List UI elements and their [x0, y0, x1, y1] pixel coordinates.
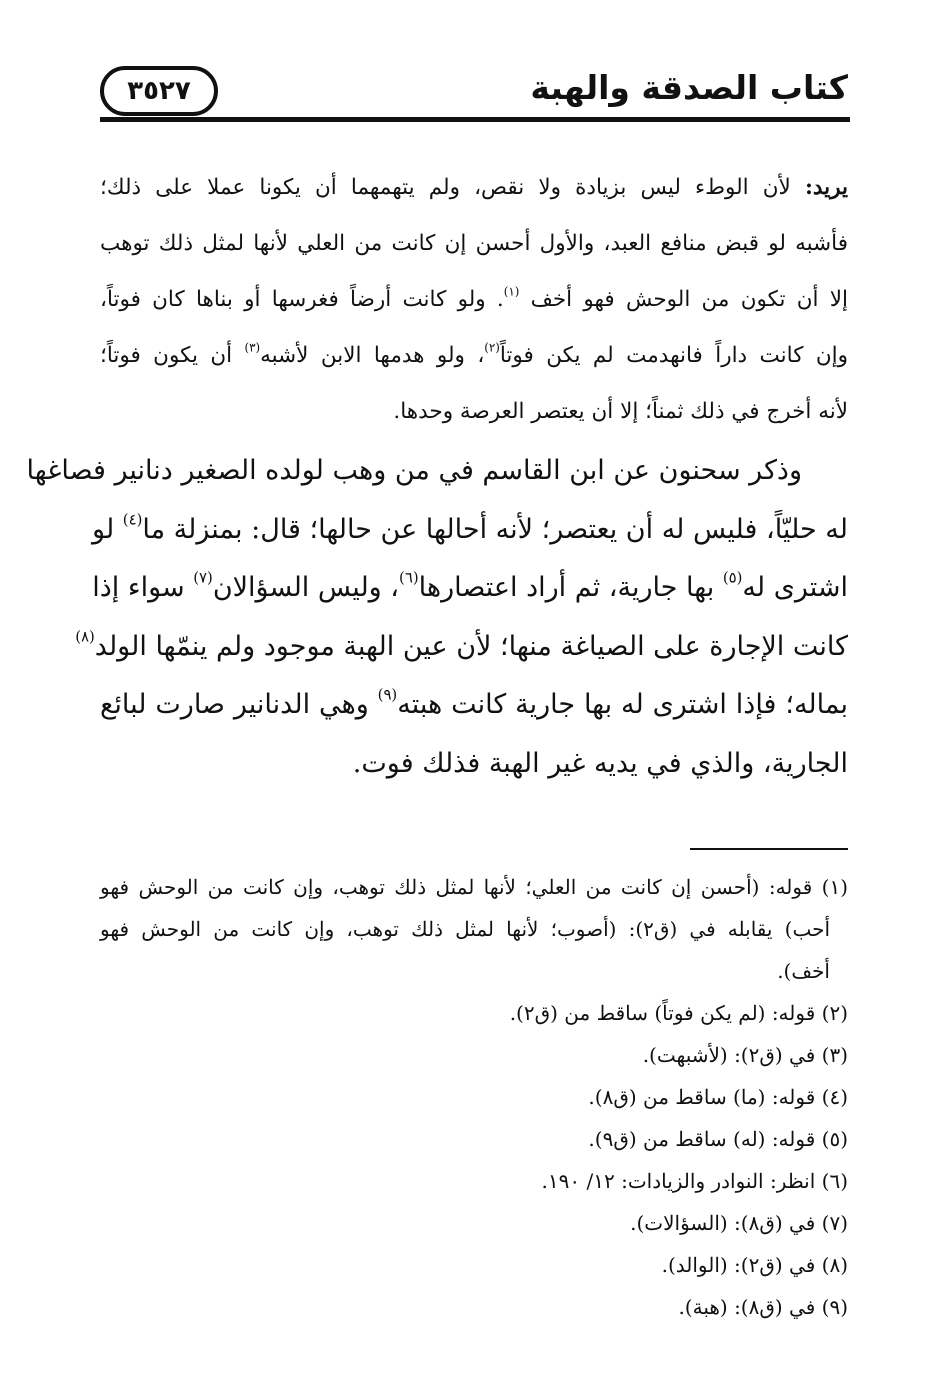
footnote-separator	[690, 848, 848, 850]
footnote-7: (٧) في (ق٨): (السؤالات).	[630, 1211, 848, 1235]
footnote-ref[interactable]: (٤)	[122, 510, 143, 529]
book-title: كتاب الصدقة والهبة	[530, 68, 848, 107]
text-run: . ولو كانت أرضاً فغرسها أو بناها كان فوتاً،	[100, 287, 504, 312]
footnote-4: (٤) قوله: (ما) ساقط من (ق٨).	[588, 1085, 848, 1109]
footnote-ref[interactable]: (٧)	[193, 568, 213, 587]
footnote-1-line-3: أخف).	[777, 959, 830, 983]
paragraph-2-line-3	[92, 559, 848, 618]
footnote-1-line-1: (١) قوله: (أحسن إن كانت من العلي؛ لأنها لمثل ذلك توهب، وإن كانت من الوحش فهو	[100, 875, 848, 899]
footnote-ref[interactable]: (٢)	[484, 340, 500, 355]
text-run: وهي الدنانير صارت لبائع	[100, 689, 378, 720]
text-run: اشترى له	[742, 572, 848, 603]
text-run: سواء إذا	[92, 572, 194, 603]
footnote-3: (٣) في (ق٢): (لأشبهت).	[642, 1043, 848, 1067]
paragraph-2-line-4	[75, 618, 848, 677]
text-run: كانت الإجارة على الصياغة منها؛ لأن عين الهبة موجود ولم ينمّها الولد	[94, 630, 848, 662]
footnotes	[100, 866, 848, 1328]
paragraph-2	[26, 442, 848, 793]
footnote-ref[interactable]: (٨)	[75, 627, 95, 646]
footnote-2: (٢) قوله: (لم يكن فوتاً) ساقط من (ق٢).	[509, 1001, 848, 1025]
footnote-9: (٩) في (ق٨): (هبة).	[678, 1295, 848, 1319]
text-run: وإن كانت داراً فانهدمت لم يكن فوتاً	[499, 343, 848, 368]
paragraph-1-line-2: فأشبه لو قبض منافع العبد، والأول أحسن إن كانت من العلي لأنها لمثل ذلك توهب	[100, 231, 848, 256]
paragraph-1-line-4	[100, 328, 848, 384]
text-run: بها جارية، ثم أراد اعتصارها	[418, 572, 723, 603]
paragraph-1-line-3	[100, 272, 848, 328]
text-run: لو	[92, 513, 123, 545]
paragraph-2-line-6: الجارية، والذي في يديه غير الهبة فذلك فوت.	[352, 747, 848, 779]
paragraph-1-line-1	[100, 160, 848, 216]
text-run: لأن الوطء ليس بزيادة ولا نقص، ولم يتهمهما أن يكونا عملا على ذلك؛	[100, 175, 805, 200]
text-run: ، وليس السؤالان	[212, 572, 400, 603]
text-run: بماله؛ فإذا اشترى له بها جارية كانت هبته	[397, 689, 848, 720]
footnote-ref[interactable]: (٣)	[244, 340, 261, 355]
paragraph-2-line-1: وذكر سحنون عن ابن القاسم في من وهب لولده الصغير دنانير فصاغها	[26, 455, 802, 486]
page-number: ٣٥٢٧	[100, 66, 218, 116]
paragraph-1-line-5: لأنه أخرج في ذلك ثمناً؛ إلا أن يعتصر العرصة وحدها.	[393, 399, 848, 424]
footnote-ref[interactable]: (٥)	[722, 568, 743, 587]
footnote-1	[100, 866, 848, 992]
paragraph-2-line-2	[92, 501, 848, 560]
footnote-6: (٦) انظر: النوادر والزيادات: ١٢/ ١٩٠.	[541, 1169, 848, 1193]
text-run: له حليّاً، فليس له أن يعتصر؛ لأنه أحالها عن حالها؛ قال: بمنزلة ما	[142, 513, 848, 545]
text-run: أن يكون فوتاً؛	[100, 343, 245, 368]
header-rule	[100, 117, 850, 122]
text-run: إلا أن تكون من الوحش فهو أخف	[530, 287, 848, 312]
footnote-8: (٨) في (ق٢): (الوالد).	[661, 1253, 848, 1277]
footnote-ref[interactable]: (١)	[503, 284, 520, 299]
paragraph-1	[100, 160, 848, 440]
footnote-ref[interactable]: (٦)	[399, 568, 419, 587]
footnote-ref[interactable]: (٩)	[377, 685, 398, 704]
footnote-5: (٥) قوله: (له) ساقط من (ق٩).	[588, 1127, 848, 1151]
footnote-1-line-2: أحب) يقابله في (ق٢): (أصوب؛ لأنها لمثل ذلك توهب، وإن كانت من الوحش فهو	[100, 917, 831, 941]
paragraph-2-line-5	[100, 676, 848, 735]
paragraph-lead: يريد:	[804, 175, 848, 200]
text-run: ، ولو هدمها الابن لأشبه	[260, 343, 485, 368]
